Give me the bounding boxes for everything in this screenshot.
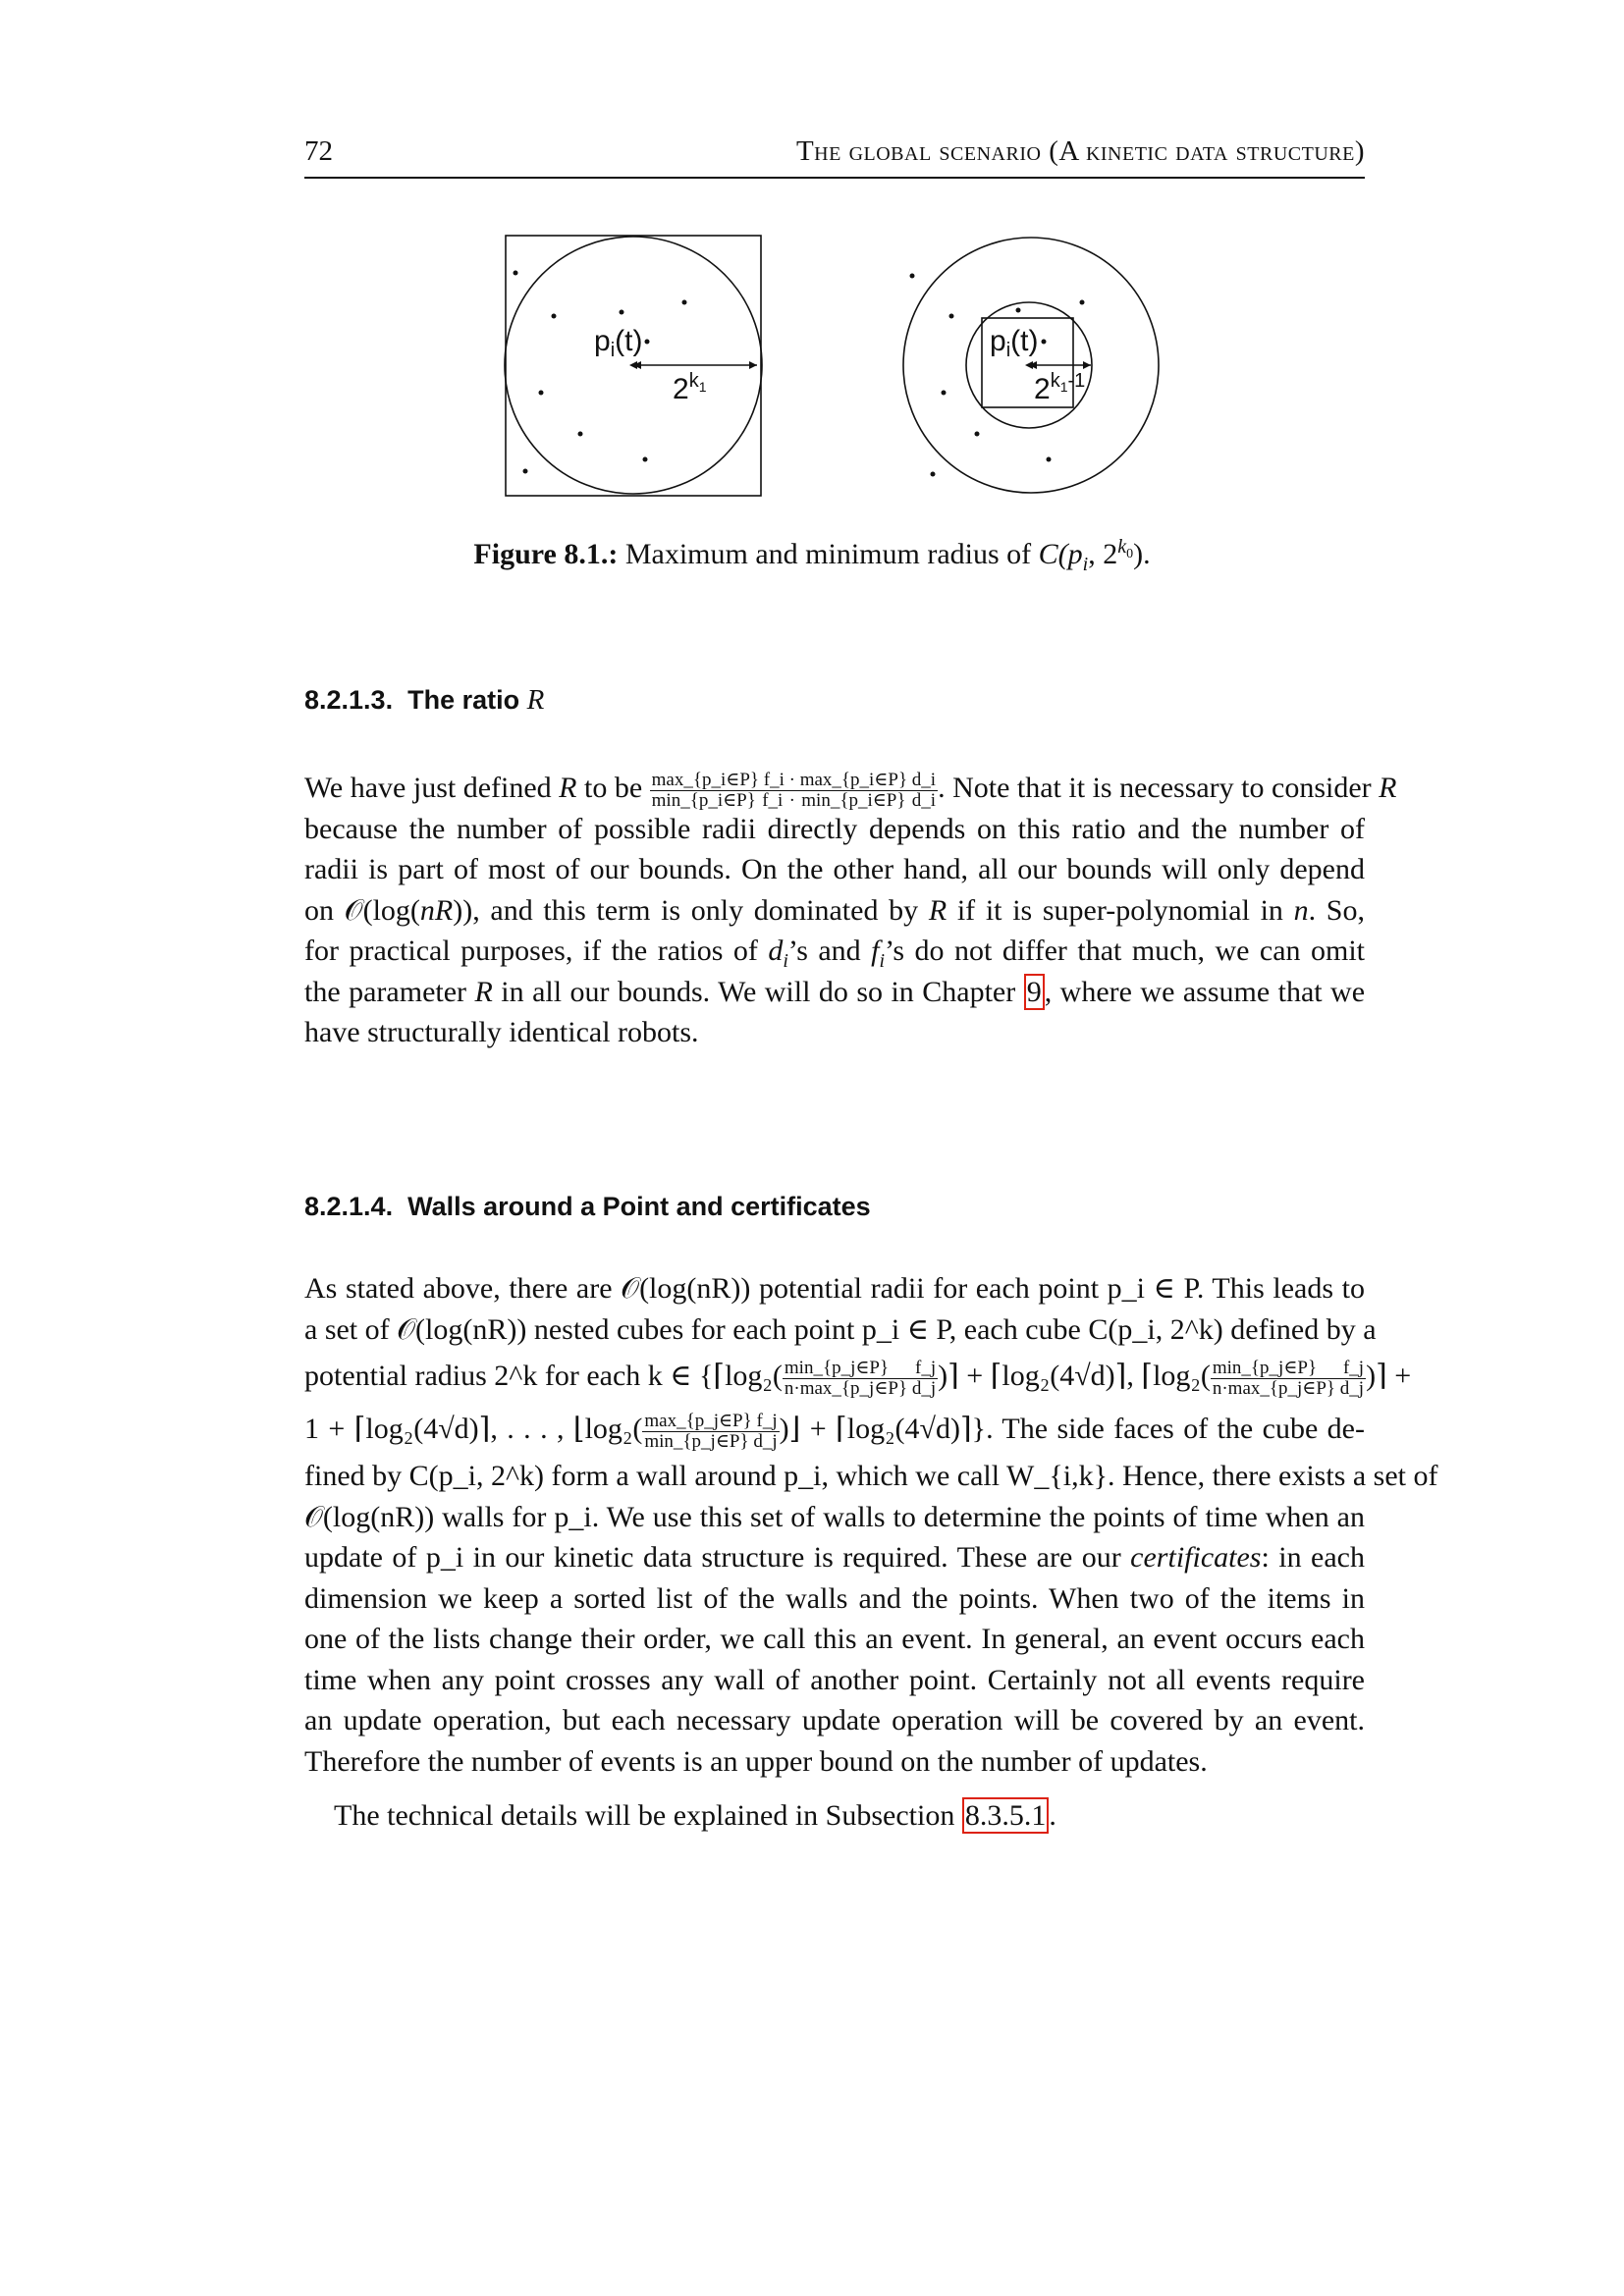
- fraction: $\frac{\min\_\{p\_j\in P\} f\_j}{n\cdot\max\_\{p\_j\in P\} d\_j}$: [784, 1357, 937, 1399]
- text-line: the parameter R in all our bounds. We will do so in Chapter 9 , where we assume that we: [304, 975, 1366, 1008]
- caption-text: Maximum and minimum radius of: [624, 538, 1032, 570]
- left-diagram: [505, 236, 762, 496]
- text-line: potential radius 2^k for each k ∈ {⌈log₂( $\frac{\min\_\{p\_j\in P\} f\_j}{n\cdot\max\_\{p\_j\in P\} d\_j}$ )⌉ + ⌈log₂(4√d)⌉, ⌈log₂( $\frac{\min\_\{p\_j\in P\} f\_j}{n\cdot\max\_\{p\_j\in P\} d\_j}$ )⌉ +: [304, 1357, 1412, 1399]
- left-radius-label: 2$^k$1: [673, 370, 707, 405]
- text-line: a set of 𝒪(log(nR)) nested cubes for each point p_i ∈ P, each cube C(p_i, 2^k) defined by a: [304, 1312, 1377, 1346]
- figure-caption: Figure 8.1.: Maximum and minimum radius of $C(p_i$, $2^{k_0}$).: [473, 536, 1151, 575]
- text-line: have structurally identical robots.: [304, 1016, 699, 1048]
- running-title: The global scenario (A kinetic data structure): [795, 135, 1365, 167]
- text-line: fined by C(p_i, 2^k) form a wall around p_i, which we call W_{i,k}. Hence, there exists a set of: [304, 1460, 1438, 1492]
- text-line: dimension we keep a sorted list of the walls and the points. When two of the items in: [304, 1581, 1365, 1615]
- chapter-reference-link[interactable]: 9: [1024, 974, 1045, 1010]
- fraction: $\frac{\min\_\{p\_j\in P\} f\_j}{n\cdot\max\_\{p\_j\in P\} d\_j}$: [1212, 1357, 1365, 1399]
- text-line: 𝒪(log(nR)) walls for p_i. We use this set of walls to determine the points of time when an: [304, 1500, 1365, 1533]
- ratio-fraction: $\frac{\max\_\{p\_i\in P\} f\_i \cdot \max\_\{p\_i\in P\} d\_i}{\min\_\{p\_i\in P\} f\_i \cdot \min\_\{p\_i\in P\} d\_i}$: [651, 769, 937, 811]
- section-heading-walls: 8.2.1.4. Walls around a Point and certificates: [304, 1192, 871, 1221]
- text-line: one of the lists change their order, we call this an event. In general, an event occurs each: [304, 1623, 1365, 1655]
- right-radius-label: 2$^k$1-1: [1034, 370, 1086, 405]
- paragraph-walls: [304, 1268, 1438, 1837]
- text-line: As stated above, there are 𝒪(log(nR)) potential radii for each point p_i ∈ P. This leads to: [304, 1272, 1365, 1305]
- text-line: The technical details will be explained in Subsection 8.3.5.1 .: [334, 1799, 1056, 1832]
- running-header: [304, 135, 1365, 179]
- left-point-label: $p_i(t)$: [594, 325, 643, 361]
- right-diagram: [903, 238, 1159, 493]
- text-line: on 𝒪(log(nR)), and this term is only dominated by R if it is super-polynomial in n. So,: [304, 893, 1365, 927]
- text-line: Therefore the number of events is an upper bound on the number of updates.: [304, 1744, 1208, 1778]
- text-line: for practical purposes, if the ratios of $d_i’s$ and $f_i’s$ do not differ that much, we can omit: [304, 934, 1366, 972]
- page-number: 72: [304, 135, 333, 167]
- figure-8-1: [496, 226, 1183, 520]
- text-line: because the number of possible radii directly depends on this ratio and the number of: [304, 812, 1365, 845]
- text-line: an update operation, but each necessary update operation will be covered by an event.: [304, 1704, 1365, 1736]
- left-points: [514, 271, 687, 474]
- paragraph-ratio: [304, 768, 1397, 1053]
- text-line: radii is part of most of our bounds. On the other hand, all our bounds will only depend: [304, 853, 1365, 885]
- section-heading-ratio: 8.2.1.3. The ratio R: [304, 684, 545, 716]
- text-line: time when any point crosses any wall of another point. Certainly not all events require: [304, 1663, 1365, 1696]
- right-point-label: $p_i(t)$: [990, 325, 1039, 361]
- fraction: $\frac{\max\_\{p\_j\in P\} f\_j}{\min\_\{p\_j\in P\} d\_j}$: [644, 1410, 778, 1452]
- text-line: update of p_i in our kinetic data structure is required. These are our certificates: in each: [304, 1541, 1365, 1574]
- caption-label: Figure 8.1.:: [473, 538, 619, 570]
- text-line: 1 + ⌈log₂(4√d)⌉, . . . , ⌊log₂( $\frac{\max\_\{p\_j\in P\} f\_j}{\min\_\{p\_j\in P\} d\_j}$ )⌋ + ⌈log₂(4√d)⌉}. The side faces of the cube de-: [304, 1410, 1365, 1452]
- text-line: We have just defined R to be $\frac{\max\_\{p\_i\in P\} f\_i \cdot \max\_\{p\_i\in P\} d\_i}{\min\_\{p\_i\in P\} f\_i \cdot \min\_\{p\_i\in P\} d\_i}$ . Note that it is necessary to consider R: [304, 769, 1397, 811]
- subsection-reference-link[interactable]: 8.3.5.1: [962, 1797, 1050, 1834]
